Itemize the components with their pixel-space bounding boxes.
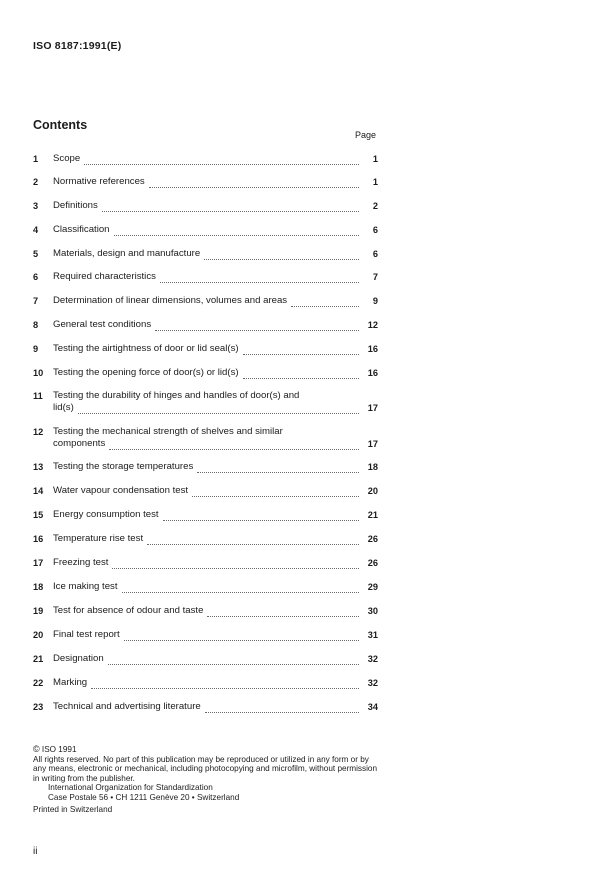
toc-entry-title: General test conditions [53, 319, 152, 330]
toc-entry-number: 5 [33, 249, 39, 259]
toc-entry-title: Testing the airtightness of door or lid seal(s) [53, 343, 239, 354]
toc-entry-title: Technical and advertising literature [53, 701, 201, 712]
toc-entry-number: 16 [33, 534, 44, 544]
toc-entry-title: Temperature rise test [53, 533, 144, 544]
dot-leader [155, 321, 359, 331]
toc-entry-title: Freezing test [53, 557, 109, 568]
dot-leader [163, 511, 359, 521]
toc-entry-title: Materials, design and manufacture [53, 248, 201, 259]
toc-entry-title: Scope [53, 153, 81, 164]
dot-leader [122, 583, 359, 593]
toc-entry-page: 1 [372, 177, 378, 187]
toc-entry-page: 17 [367, 439, 378, 449]
dot-leader [124, 631, 359, 641]
toc-entry-title: Marking [53, 677, 88, 688]
toc-entry-page: 7 [372, 272, 378, 282]
toc-entry-number: 10 [33, 368, 44, 378]
toc-entry-number: 21 [33, 654, 44, 664]
toc-entry-number: 6 [33, 272, 39, 282]
toc-entry-page: 18 [367, 462, 378, 472]
toc-entry-number: 8 [33, 320, 39, 330]
copyright-year: ISO 1991 [41, 745, 77, 754]
toc-entry-page: 32 [367, 654, 378, 664]
dot-leader [102, 202, 359, 212]
toc-entry-number: 11 [33, 391, 43, 401]
dot-leader [147, 535, 359, 545]
toc-entry-number: 1 [33, 154, 39, 164]
toc-entry-page: 16 [367, 368, 378, 378]
toc-entry-page: 6 [372, 249, 378, 259]
organization-address: Case Postale 56 • CH 1211 Genève 20 • Switzerland [48, 792, 240, 802]
dot-leader [243, 345, 359, 355]
organization-name: International Organization for Standardization [48, 783, 213, 793]
toc-entry-title-line1: Testing the mechanical strength of shelves and similar [53, 426, 283, 437]
toc-entry-title: Ice making test [53, 581, 118, 592]
toc-entry-page: 21 [367, 510, 378, 520]
dot-leader [78, 404, 359, 414]
page-number: ii [33, 846, 38, 857]
toc-entry-page: 12 [367, 320, 378, 330]
dot-leader [108, 655, 359, 665]
toc-entry-title: Energy consumption test [53, 509, 159, 520]
toc-entry-page: 26 [367, 558, 378, 568]
dot-leader [112, 559, 359, 569]
toc-entry-number: 3 [33, 201, 39, 211]
toc-entry-title: Water vapour condensation test [53, 485, 189, 496]
toc-entry-page: 29 [367, 582, 378, 592]
dot-leader [207, 607, 359, 617]
toc-entry-number: 4 [33, 225, 39, 235]
toc-entry-number: 23 [33, 702, 44, 712]
toc-entry-number: 15 [33, 510, 44, 520]
dot-leader [205, 703, 359, 713]
toc-entry-number: 14 [33, 486, 44, 496]
toc-entry-title: Test for absence of odour and taste [53, 605, 204, 616]
toc-entry-page: 9 [372, 296, 378, 306]
copyright-line [33, 745, 383, 755]
toc-entry-page: 6 [372, 225, 378, 235]
copyright-notice [33, 745, 383, 803]
toc-entry-number: 7 [33, 296, 39, 306]
toc-entry-title: Testing the opening force of door(s) or lid(s) [53, 367, 239, 378]
printed-in: Printed in Switzerland [33, 805, 113, 814]
dot-leader [243, 369, 359, 379]
page-column-label: Page [355, 130, 377, 140]
dot-leader [192, 487, 359, 497]
toc-entry-title: Definitions [53, 200, 98, 211]
toc-entry-page: 2 [372, 201, 378, 211]
toc-entry-title-line1: Testing the durability of hinges and handles of door(s) and [53, 390, 300, 401]
standard-id: ISO 8187:1991(E) [33, 40, 122, 52]
toc-entry-number: 22 [33, 678, 44, 688]
toc-entry-number: 19 [33, 606, 44, 616]
toc-entry-title: Determination of linear dimensions, volumes and areas [53, 295, 288, 306]
toc-entry-title-line2: lid(s) [53, 402, 74, 413]
toc-entry-page: 17 [367, 403, 378, 413]
dot-leader [197, 463, 359, 473]
dot-leader [91, 679, 359, 689]
toc-entry-title: Designation [53, 653, 104, 664]
toc-entry-page: 1 [372, 154, 378, 164]
toc-entry-page: 34 [367, 702, 378, 712]
dot-leader [109, 440, 359, 450]
toc-entry-page: 30 [367, 606, 378, 616]
contents-heading: Contents [33, 118, 88, 132]
toc-entry-title: Testing the storage temperatures [53, 461, 194, 472]
toc-entry-number: 2 [33, 177, 39, 187]
toc-entry-number: 18 [33, 582, 44, 592]
toc-entry-number: 12 [33, 427, 44, 437]
toc-entry-title: Final test report [53, 629, 120, 640]
dot-leader [291, 297, 359, 307]
toc-entry-page: 31 [367, 630, 378, 640]
toc-entry-title-line2: components [53, 438, 106, 449]
toc-entry-title: Required characteristics [53, 271, 156, 282]
dot-leader [204, 250, 359, 260]
dot-leader [84, 155, 359, 165]
toc-entry-page: 20 [367, 486, 378, 496]
dot-leader [114, 226, 359, 236]
toc-entry-number: 13 [33, 462, 44, 472]
toc-entry-title: Classification [53, 224, 110, 235]
toc-entry-number: 17 [33, 558, 44, 568]
dot-leader [160, 273, 359, 283]
toc-entry-page: 32 [367, 678, 378, 688]
rights-text: All rights reserved. No part of this publication may be reproduced or utilized in any form or by any means, electronic or mechanical, including photocopying and microfilm, without permission in writing from the publisher. [33, 754, 378, 783]
toc-entry-page: 16 [367, 344, 378, 354]
toc-entry-page: 26 [367, 534, 378, 544]
toc-entry-title: Normative references [53, 176, 145, 187]
toc-entry-number: 20 [33, 630, 44, 640]
dot-leader [149, 178, 359, 188]
toc-entry-number: 9 [33, 344, 39, 354]
copyright-symbol: © [33, 744, 40, 754]
